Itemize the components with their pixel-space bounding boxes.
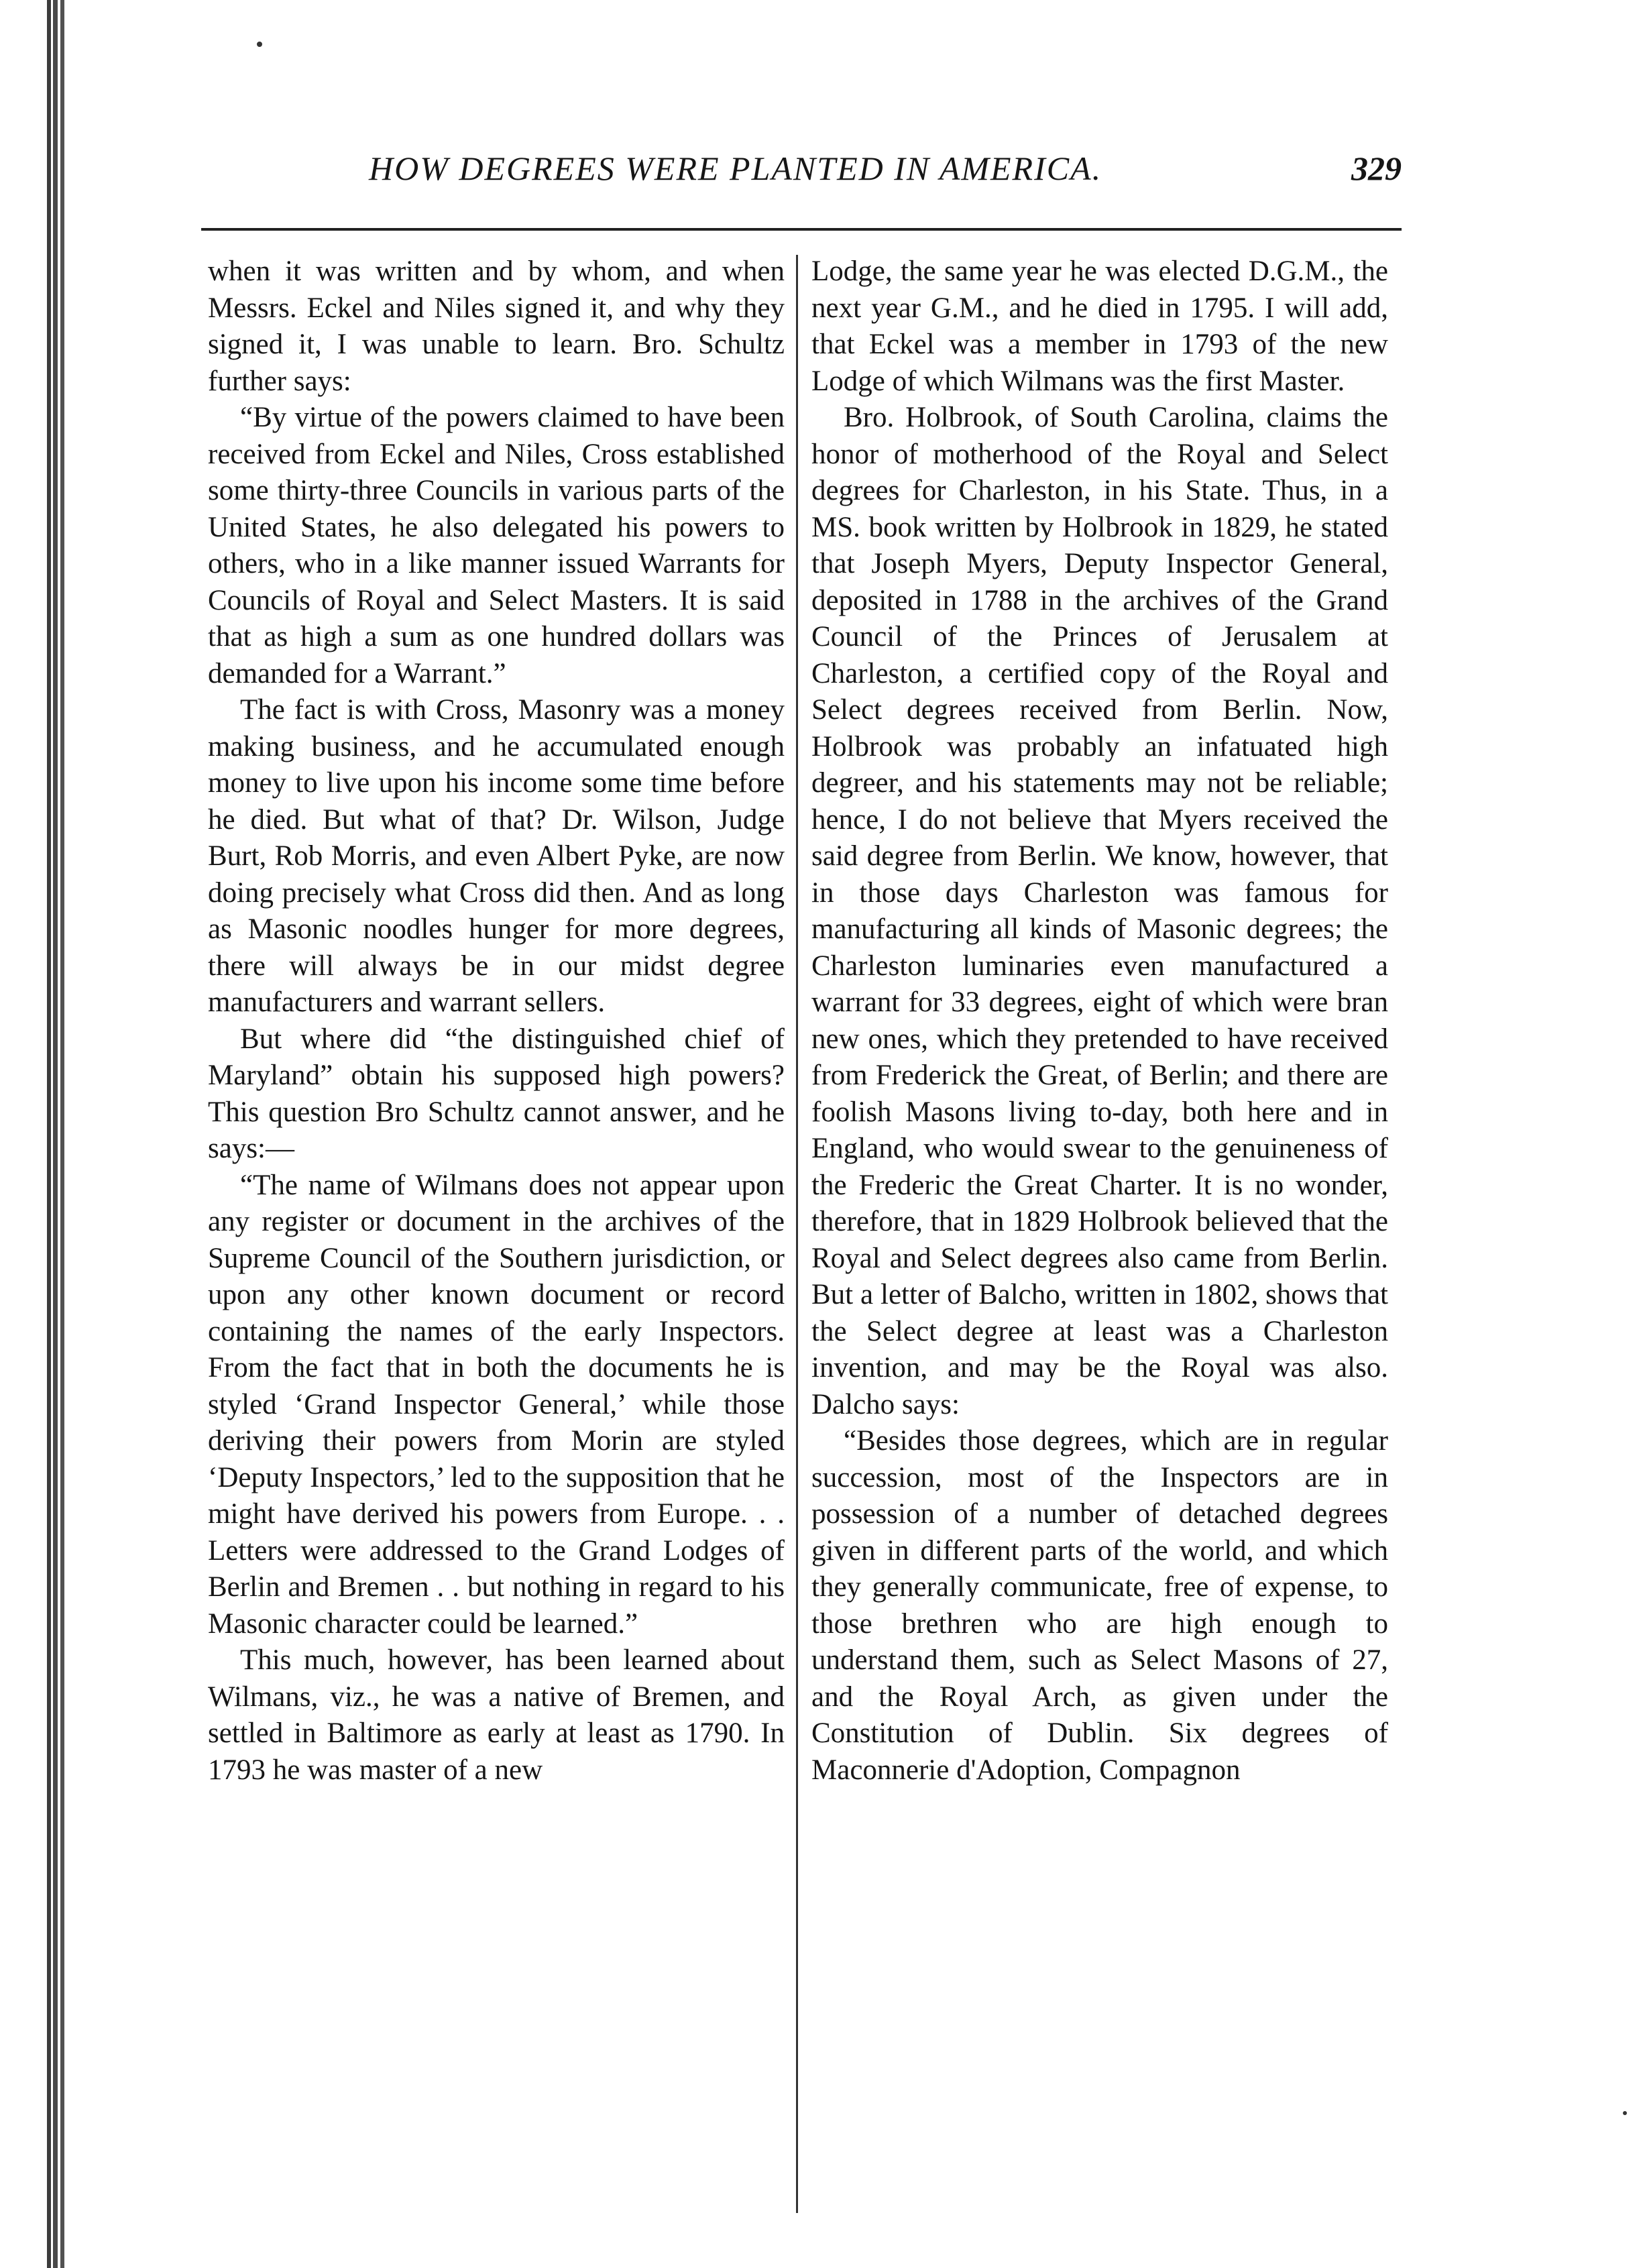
header-rule — [201, 228, 1402, 231]
paragraph: Lodge, the same year he was elected D.G.M., the next year G.M., and he died in 1795. I will add, that Eckel was a member in 1793 of the new Lodge of which Wilmans was the first Master. — [811, 256, 1388, 397]
page-binding-edge — [47, 0, 67, 2268]
paragraph: This much, however, has been learned about Wilmans, viz., he was a native of Bremen, and settled in Baltimore as early at least as 1790. In 1793 he was master of a new — [208, 1644, 785, 1786]
paragraph: when it was written and by whom, and when Messrs. Eckel and Niles signed it, and why they signed it, I was unable to learn. Bro. Schultz further says: — [208, 256, 785, 397]
right-column — [811, 253, 1388, 1789]
page-number: 329 — [1351, 150, 1402, 187]
column-divider — [796, 255, 798, 2213]
running-title: HOW DEGREES WERE PLANTED IN AMERICA. — [369, 150, 1102, 187]
paragraph: “Besides those degrees, which are in regular succession, most of the Inspectors are in possession of a number of detached degrees given in different parts of the world, and which they generally communicate, free of expense, to those brethren who are high enough to understand them, such as Select Masons of 27, and the Royal Arch, as given under the Constitution of Dublin. Six degrees of Maconnerie d'Adoption, Compagnon — [811, 1425, 1388, 1786]
paragraph: Bro. Holbrook, of South Carolina, claims the honor of motherhood of the Royal and Select degrees for Charleston, in his State. Thus, in a MS. book written by Holbrook in 1829, he stated that Joseph Myers, Deputy Inspector General, deposited in 1788 in the archives of the Grand Council of the Princes of Jerusalem at Charleston, a certified copy of the Royal and Select degrees received from Berlin. Now, Holbrook was probably an infatuated high degreer, and his statements may not be reliable; hence, I do not believe that Myers received the said degree from Berlin. We know, however, that in those days Charleston was famous for manufacturing all kinds of Masonic degrees; the Charleston luminaries even manufactured a warrant for 33 degrees, eight of which were bran new ones, which they pretended to have received from Frederick the Great, of Berlin; and there are foolish Masons living to-day, both here and in England, who would swear to the genuineness of the Frederic the Great Charter. It is no wonder, therefore, that in 1829 Holbrook believed that the Royal and Select degrees also came from Berlin. But a letter of Balcho, written in 1802, shows that the Select degree at least was a Charleston invention, and may be the Royal was also. Dalcho says: — [811, 402, 1388, 1420]
page-header — [201, 149, 1402, 209]
paragraph: But where did “the distinguished chief of Maryland” obtain his supposed high powers? This question Bro Schultz cannot answer, and he says:— — [208, 1023, 785, 1164]
paragraph: “The name of Wilmans does not appear upon any register or document in the archives of the Supreme Council of the Southern jurisdiction, or upon any other known document or record containing the names of the early Inspectors. From the fact that in both the documents he is styled ‘Grand Inspector General,’ while those deriving their powers from Morin are styled ‘Deputy Inspectors,’ led to the supposition that he might have derived his powers from Europe. . . Letters were addressed to the Grand Lodges of Berlin and Bremen . . but nothing in regard to his Masonic character could be learned.” — [208, 1169, 785, 1640]
left-column — [208, 253, 785, 1789]
paragraph: “By virtue of the powers claimed to have been received from Eckel and Niles, Cross established some thirty-three Councils in various parts of the United States, he also delegated his powers to others, who in a like manner issued Warrants for Councils of Royal and Select Masters. It is said that as high a sum as one hundred dollars was demanded for a Warrant.” — [208, 402, 785, 689]
paragraph: The fact is with Cross, Masonry was a money making business, and he accumulated enough money to live upon his income some time before he died. But what of that? Dr. Wilson, Judge Burt, Rob Morris, and even Albert Pyke, are now doing precisely what Cross did then. And as long as Masonic noodles hunger for more degrees, there will always be in our midst degree manufacturers and warrant sellers. — [208, 694, 785, 1018]
scan-speck — [1623, 2111, 1627, 2115]
scan-speck — [257, 42, 262, 47]
